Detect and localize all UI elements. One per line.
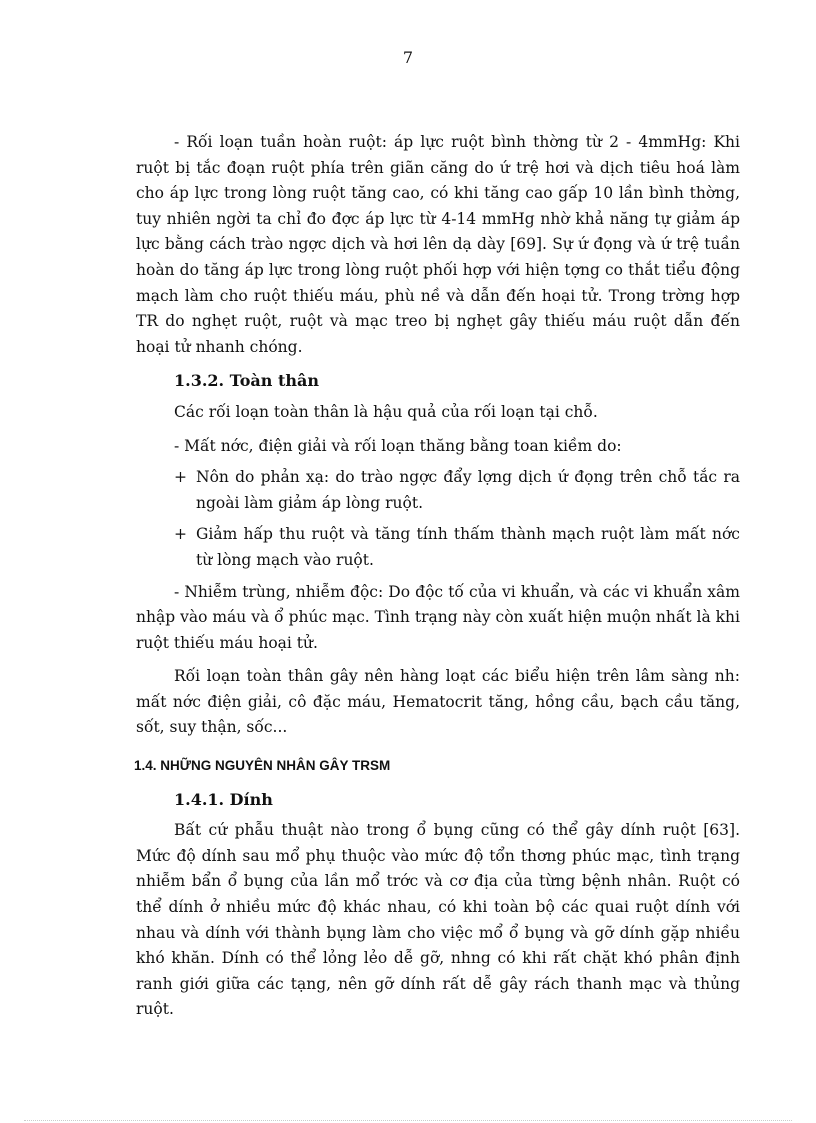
heading-1-4-1: 1.4.1. Dính (174, 789, 273, 809)
bullet-mark: + (174, 468, 187, 487)
paragraph-clinical-signs: Rối loạn toàn thân gây nên hàng loạt các biểu hiện trên lâm sàng nh: mất nớc điện giải, cô đặc máu, Hematocrit tăng, hồng cầu, bạch cầu tăng, sốt, suy thận, sốc... (136, 667, 740, 737)
paragraph-dehydration: - Mất nớc, điện giải và rối loạn thăng bằng toan kiềm do: (174, 436, 622, 455)
bullet-text: Nôn do phản xạ: do trào ngợc đẩy lợng dịch ứ đọng trên chỗ tắc ra ngoài làm giảm áp lòng ruột. (196, 468, 740, 512)
bullet-vomiting (174, 465, 740, 516)
bullet-mark: + (174, 525, 187, 544)
paragraph-circulatory-disorder: - Rối loạn tuần hoàn ruột: áp lực ruột bình thờng từ 2 - 4mmHg: Khi ruột bị tắc đoạn ruột phía trên giãn căng do ứ trệ hơi và dịch tiêu hoá làm cho áp lực trong lòng ruột tăng cao, có khi tăng cao gấp 10 lần bình thờng, tuy nhiên ngời ta chỉ đo đợc áp lực từ 4-14 mmHg nhờ khả năng tự giảm áp lực bằng cách trào ngợc dịch và hơi lên dạ dày [69]. Sự ứ đọng và ứ trệ tuần hoàn do tăng áp lực trong lòng ruột phối hợp với hiện tợng co thắt tiểu động mạch làm cho ruột thiếu máu, phù nề và dẫn đến hoại tử. Trong trờng hợp TR do nghẹt ruột, ruột và mạc treo bị nghẹt gây thiếu máu ruột dẫn đến hoại tử nhanh chóng. (136, 133, 740, 356)
bullet-text: Giảm hấp thu ruột và tăng tính thấm thành mạch ruột làm mất nớc từ lòng mạch vào ruột. (196, 525, 740, 569)
document-body (136, 130, 740, 1023)
footer-divider (24, 1120, 792, 1121)
bullet-absorption (174, 522, 740, 573)
paragraph-infection: - Nhiễm trùng, nhiễm độc: Do độc tố của vi khuẩn, và các vi khuẩn xâm nhập vào máu và ổ phúc mạc. Tình trạng này còn xuất hiện muộn nhất là khi ruột thiếu máu hoại tử. (136, 582, 740, 652)
paragraph-systemic-intro: Các rối loạn toàn thân là hậu quả của rối loạn tại chỗ. (174, 402, 598, 421)
heading-1-4: 1.4. NHỮNG NGUYÊN NHÂN GÂY TRSM (134, 758, 391, 774)
heading-1-3-2: 1.3.2. Toàn thân (174, 371, 320, 391)
page-number: 7 (402, 48, 414, 67)
paragraph-adhesion: Bất cứ phẫu thuật nào trong ổ bụng cũng có thể gây dính ruột [63]. Mức độ dính sau mổ phụ thuộc vào mức độ tổn thơng phúc mạc, tình trạng nhiễm bẩn ổ bụng của lần mổ trớc và cơ địa của từng bệnh nhân. Ruột có thể dính ở nhiều mức độ khác nhau, có khi toàn bộ các quai ruột dính với nhau và dính với thành bụng làm cho việc mổ ổ bụng và gỡ dính gặp nhiều khó khăn. Dính có thể lỏng lẻo dễ gỡ, nhng có khi rất chặt khó phân định ranh giới giữa các tạng, nên gỡ dính rất dễ gây rách thanh mạc và thủng ruột. (136, 821, 740, 1019)
